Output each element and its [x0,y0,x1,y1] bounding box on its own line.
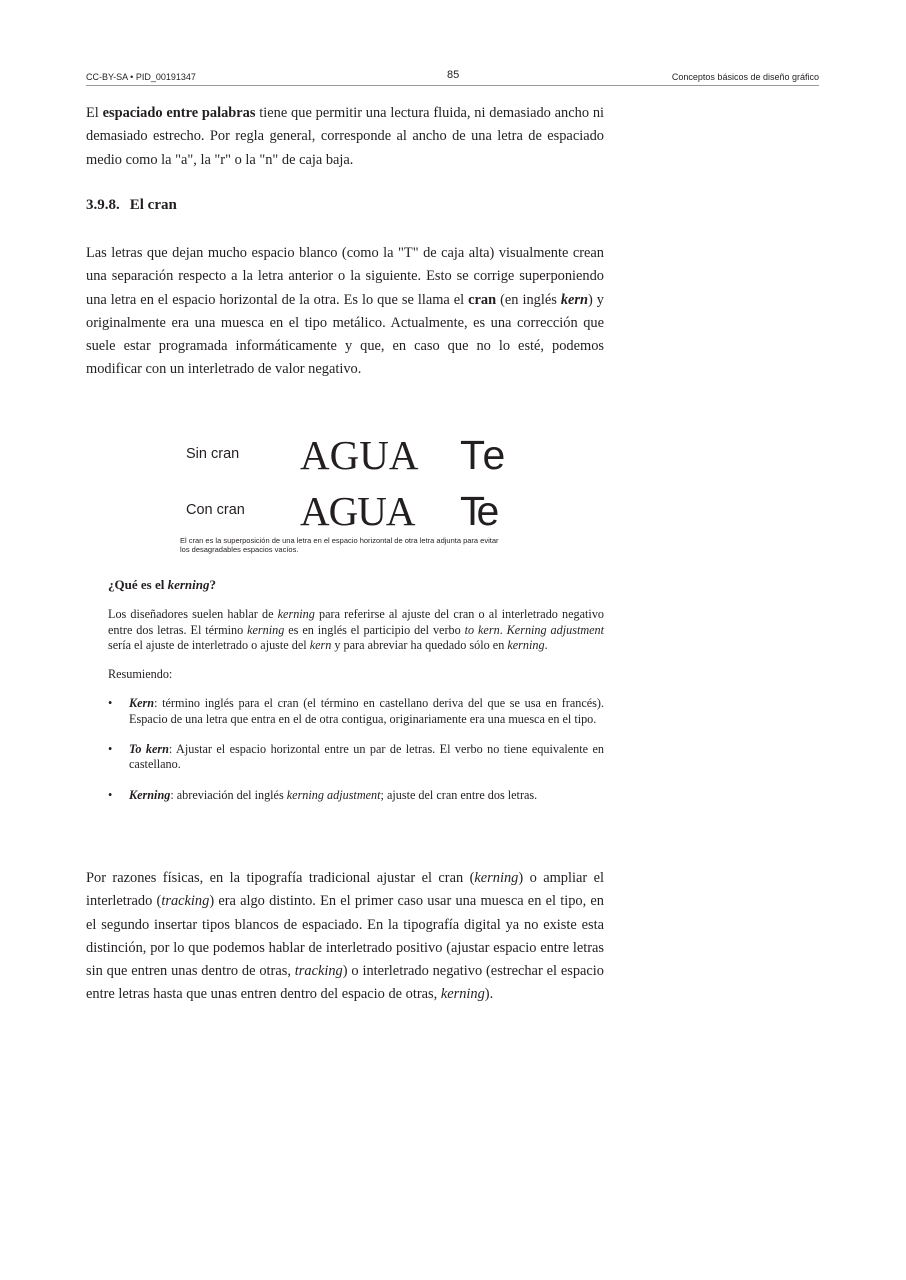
italic-term: kerning [507,637,545,652]
list-term: Kern [129,696,155,711]
text-run: (en inglés [496,291,561,308]
list-text: ; ajuste del cran entre dos letras. [380,787,538,802]
list-item [108,788,604,803]
text-run: El [86,105,103,121]
italic-term: kerning [247,622,285,637]
paragraph-tracking [86,867,604,1007]
label-sin-cran: Sin cran [186,446,240,462]
sample-agua-no-kern: AGUA [300,432,419,478]
text-run: sería el ajuste de interletrado o ajuste del [108,637,310,652]
text-run: Los diseñadores suelen hablar de [108,607,278,622]
text-run: para referirse al ajuste del cran o al interletrado negativo entre dos letras. El término [108,607,605,637]
paragraph-word-spacing [86,102,604,172]
license-id: CC-BY-SA • PID_00191347 [86,72,196,82]
italic-term: to kern [464,622,500,637]
italic-term: kerning [167,577,210,592]
list-item [108,696,604,727]
figure-caption: El cran es la superposición de una letra en el espacio horizontal de otra letra adjunta para evitar los desagradables espacios vacíos. [180,536,499,554]
list-term: Kerning [129,787,171,802]
sample-agua-kerned: AGUA [300,488,415,534]
italic-term: tracking [161,893,210,910]
text-run: y para abreviar ha quedado sólo en [331,637,508,652]
text-run: ) o interletrado negativo (estrechar el espacio entre letras hasta que unas entren dentro del espacio de otras, [86,963,604,1003]
text-run: . [499,622,507,637]
sidebar-paragraph [108,607,604,653]
list-text: : abreviación del inglés [170,787,287,802]
kerning-sidebar [108,577,604,818]
italic-term: kerning [440,986,485,1003]
bold-italic-term: kern [560,291,589,308]
bullet-icon: • [108,742,113,757]
italic-term: tracking [294,963,343,980]
bold-term: espaciado entre palabras [102,105,256,121]
text-run: tiene que permitir una lectura fluida, ni demasiado ancho ni demasiado estrecho. Por regla general, corresponde al ancho de una letra de espaciado medio como la "a", la "r" o la "n" de caja baja. [86,105,605,168]
kerning-figure [180,430,600,560]
bullet-icon: • [108,787,113,802]
text-run: ¿Qué es el [108,577,168,592]
page-number: 85 [447,69,460,81]
text-run: . [544,637,548,652]
list-item [108,742,604,773]
list-text: : término inglés para el cran (el término en castellano deriva del que se usa en francés). Espacio de una letra que entra en el de otra contigua, originariamente era una muesca en el tipo. [129,696,604,726]
resumiendo-label: Resumiendo: [108,667,173,682]
italic-term: kerning [474,870,519,886]
text-run: es en inglés el participio del verbo [284,622,465,637]
text-run: Las letras que dejan mucho espacio blanco (como la "T" de caja alta) visualmente crean una separación respecto a la letra anterior o la siguiente. Esto se corrige superponiendo una letra en el espacio horizontal de la otra. Es lo que se llama el [86,245,604,308]
sample-te-no-kern: Te [460,432,508,478]
text-run: ). [484,986,494,1003]
italic-term: kerning adjustment [286,787,381,802]
text-run: Por razones físicas, en la tipografía tradicional ajustar el cran ( [86,870,475,886]
running-title: Conceptos básicos de diseño gráfico [671,72,819,82]
page-header [86,69,819,86]
section-number: 3.9.8. [86,197,120,213]
italic-term: kerning [277,607,315,622]
section-heading [86,197,177,214]
list-term: To kern [129,742,169,757]
text-run: ) o ampliar el interletrado ( [86,870,604,910]
list-text: : Ajustar el espacio horizontal entre un par de letras. El verbo no tiene equivalente en castellano. [129,742,604,772]
sample-te-kerned: Te [460,488,496,534]
text-run: ) y originalmente era una muesca en el tipo metálico. Actualmente, es una corrección que suele estar programada informáticamente y que, en caso que no lo esté, podemos modificar con un interletrado de valor negativo. [86,291,604,378]
paragraph-cran [86,242,604,382]
italic-term: Kerning adjustment [506,622,605,637]
italic-term: kern [309,637,332,652]
bold-term: cran [468,291,497,308]
bullet-icon: • [108,696,113,711]
text-run: ? [209,577,216,592]
text-run: ) era algo distinto. En el primer caso usar una muesca en el tipo, en el segundo insertar tipos blancos de espaciado. En la tipografía digital ya no existe esta distinción, por lo que podemos hablar de interletrado positivo (ajustar espacio entre letras sin que entren unas dentro de otras, [86,893,604,980]
sidebar-title [108,577,604,592]
label-con-cran: Con cran [186,502,245,518]
section-title: El cran [129,197,177,213]
definition-list [108,696,604,802]
